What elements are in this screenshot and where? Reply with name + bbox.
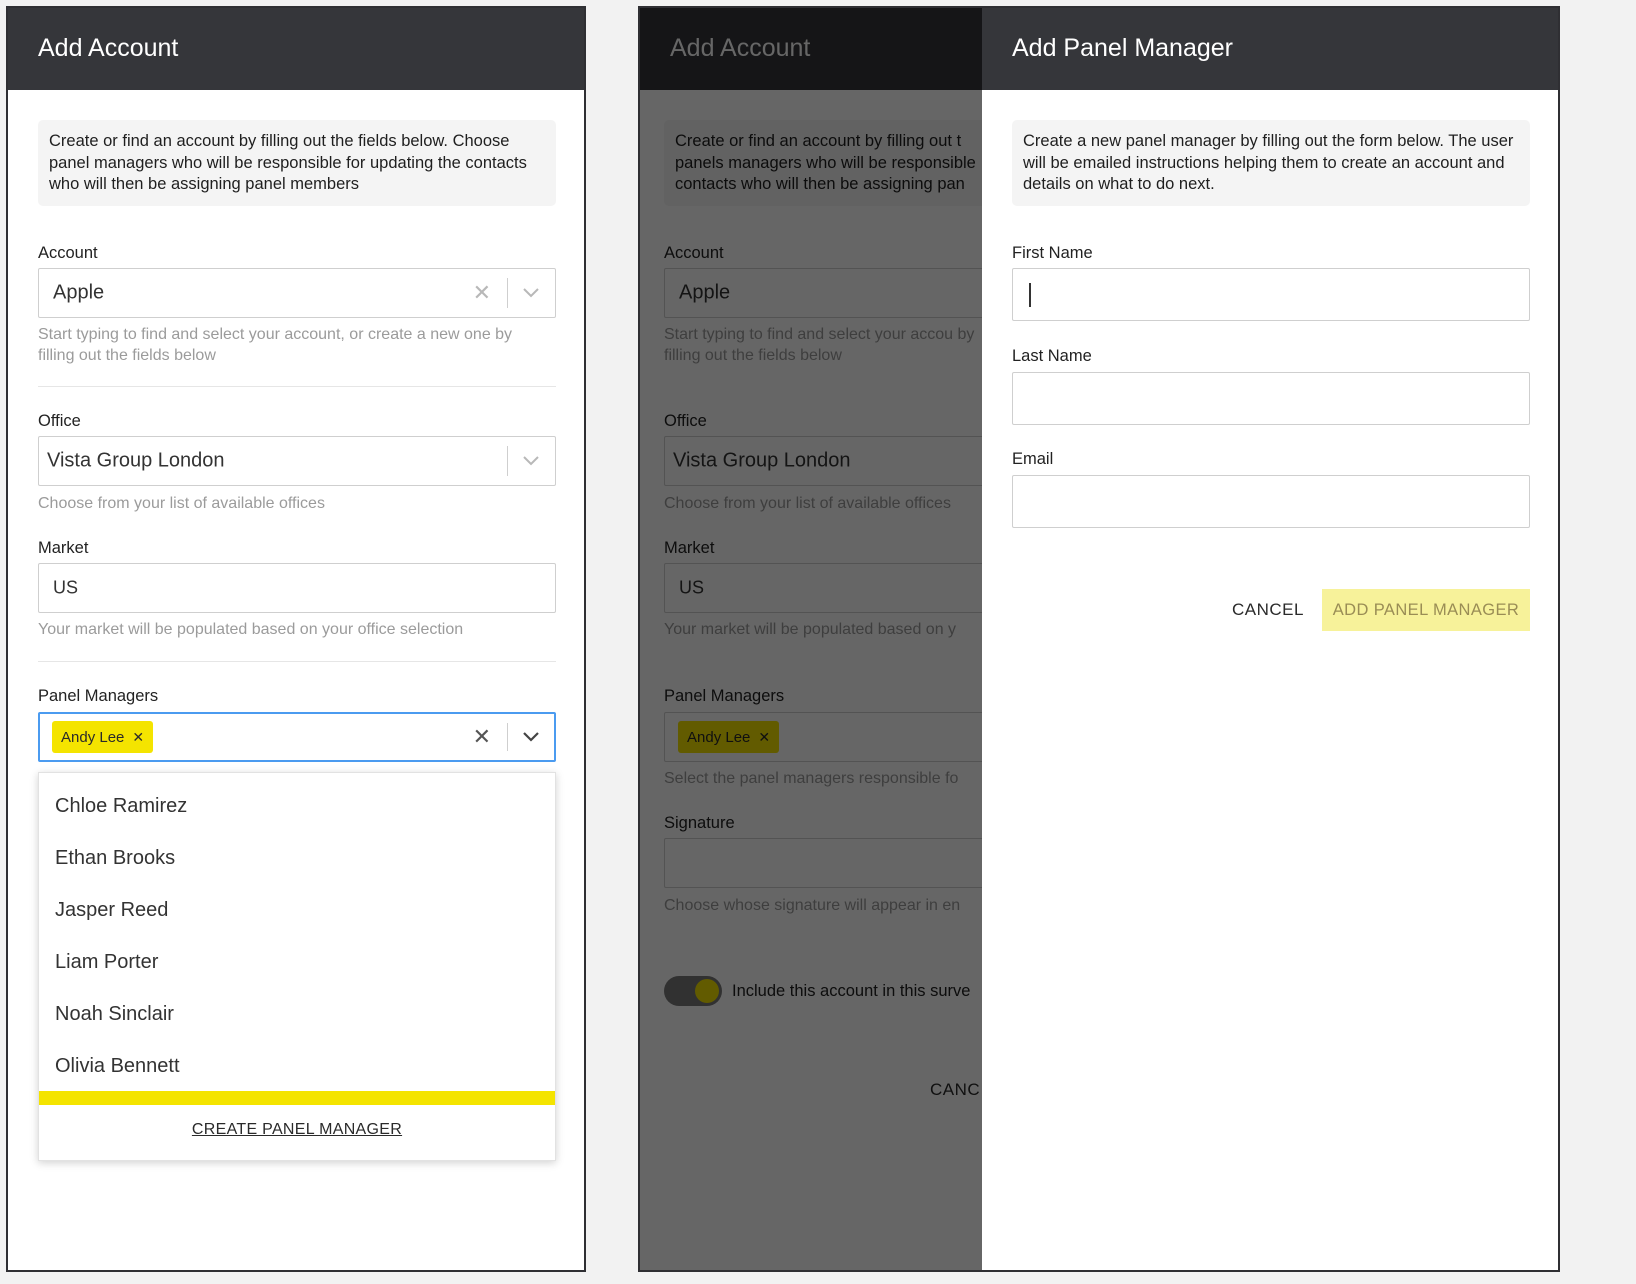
chevron-down-icon[interactable]	[521, 731, 541, 743]
cancel-button[interactable]: CANCEL	[1232, 600, 1304, 619]
panel-managers-select[interactable]	[38, 712, 556, 762]
panel-title: Add Account	[8, 8, 584, 90]
panel-managers-dropdown	[38, 772, 556, 1161]
dropdown-option[interactable]: Noah Sinclair	[55, 1003, 174, 1025]
chip-remove-icon[interactable]: ✕	[132, 729, 145, 745]
dropdown-option[interactable]: Ethan Brooks	[55, 847, 176, 869]
add-account-panel	[6, 6, 586, 1272]
panel-managers-label: Panel Managers	[38, 687, 159, 705]
account-label: Account	[38, 244, 98, 262]
select-separator	[507, 446, 508, 476]
account-select[interactable]	[38, 268, 556, 318]
divider	[38, 661, 556, 662]
select-separator	[507, 723, 508, 751]
chip-label: Andy Lee	[61, 729, 125, 746]
account-hint: Start typing to find and select your account, or create a new one by filling out the fields below	[38, 326, 513, 364]
email-label: Email	[1012, 450, 1054, 468]
clear-icon[interactable]: ✕	[472, 280, 491, 305]
email-field[interactable]	[1012, 475, 1530, 528]
select-separator	[507, 278, 508, 308]
office-label: Office	[38, 412, 81, 430]
dropdown-highlight	[39, 1091, 555, 1105]
dropdown-option[interactable]: Chloe Ramirez	[55, 795, 188, 817]
chevron-down-icon[interactable]	[521, 287, 541, 299]
selected-manager-chip	[52, 721, 153, 753]
account-value: Apple	[53, 281, 105, 304]
office-hint: Choose from your list of available offices	[38, 495, 325, 512]
drawer-title: Add Panel Manager	[982, 8, 1560, 90]
office-select[interactable]	[38, 436, 556, 486]
market-field[interactable]	[38, 563, 556, 613]
divider	[38, 386, 556, 387]
add-panel-manager-button[interactable]: ADD PANEL MANAGER	[1322, 589, 1530, 631]
dropdown-option[interactable]: Liam Porter	[55, 951, 159, 973]
market-hint: Your market will be populated based on your office selection	[38, 621, 464, 638]
dropdown-option[interactable]: Jasper Reed	[55, 899, 169, 921]
chevron-down-icon[interactable]	[521, 455, 541, 467]
drawer-intro-text: Create a new panel manager by filling out the form below. The user will be emailed instructions helping them to create an account and details on what to do next.	[1012, 120, 1530, 206]
dropdown-option[interactable]: Olivia Bennett	[55, 1055, 180, 1077]
intro-text: Create or find an account by filling out the fields below. Choose panel managers who will be responsible for updating the contacts who will then be assigning panel members	[38, 120, 556, 206]
clear-icon[interactable]: ✕	[472, 724, 491, 749]
market-value: US	[53, 577, 79, 598]
add-panel-manager-drawer	[982, 8, 1560, 1272]
market-label: Market	[38, 539, 89, 557]
first-name-field[interactable]	[1012, 268, 1530, 321]
create-panel-manager-link[interactable]: CREATE PANEL MANAGER	[191, 1121, 403, 1138]
office-value: Vista Group London	[47, 449, 225, 472]
last-name-label: Last Name	[1012, 347, 1092, 365]
text-cursor	[1029, 283, 1031, 307]
account-panel-background	[638, 6, 1560, 1272]
modal-backdrop[interactable]	[640, 8, 982, 1272]
first-name-label: First Name	[1012, 244, 1093, 262]
last-name-field[interactable]	[1012, 372, 1530, 425]
